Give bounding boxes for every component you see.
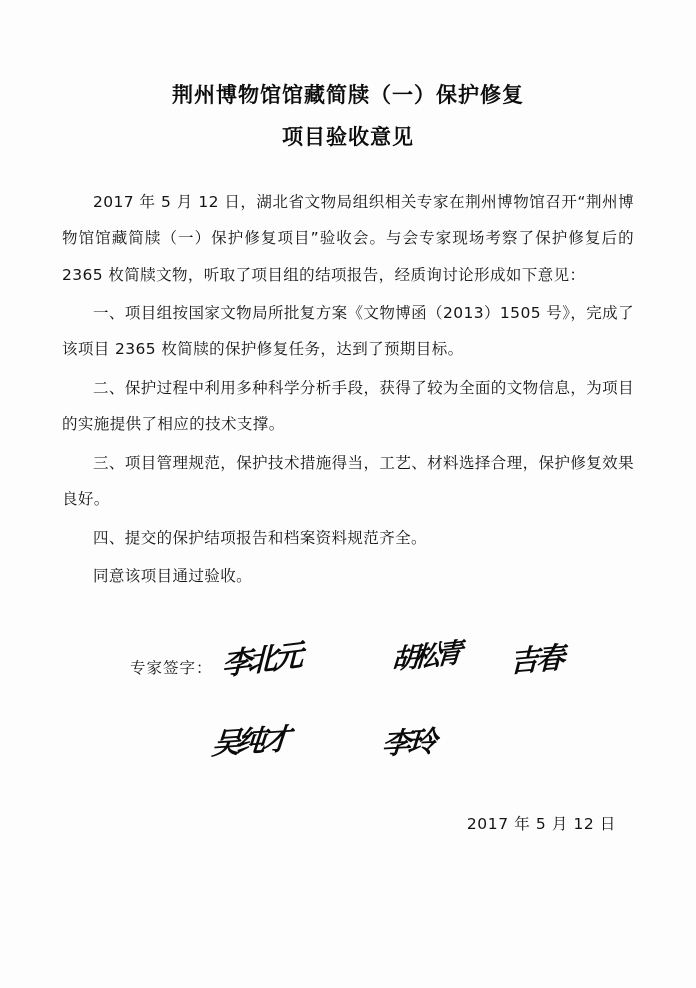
- paragraph-conclusion: 同意该项目通过验收。: [93, 567, 253, 585]
- signature-2-text: 胡松青: [390, 638, 459, 677]
- signature-3-text: 吉春: [509, 640, 563, 680]
- signature-5: [381, 720, 436, 764]
- paragraph-item-2: 二、保护过程中利用多种科学分析手段，获得了较为全面的文物信息，为项目的实施提供了相应的技术支撑。: [62, 378, 634, 434]
- paragraph-item-1: 一、项目组按国家文物局所批复方案《文物博函（2013）1505 号》，完成了该项目 2365 枚简牍的保护修复任务，达到了预期目标。: [62, 304, 634, 359]
- title-line-2: 项目验收意见: [282, 124, 414, 149]
- signature-4: [210, 717, 288, 764]
- signature-5-text: 李玲: [380, 724, 436, 762]
- signature-1: [222, 631, 300, 685]
- signature-3: [510, 636, 563, 682]
- signature-1-text: 李北元: [221, 638, 300, 684]
- document-date: 2017 年 5 月 12 日: [466, 815, 616, 834]
- title-line-1: 荆州博物馆馆藏简牍（一）保护修复: [172, 83, 524, 107]
- paragraph-item-3: 三、项目管理规范，保护技术措施得当，工艺、材料选择合理，保护修复效果良好。: [62, 453, 634, 509]
- signature-4-text: 吴纯才: [210, 722, 289, 762]
- signature-label: 专家签字：: [130, 659, 213, 678]
- page-title: [62, 76, 634, 158]
- signature-2: [391, 631, 459, 677]
- paragraph-intro: 2017 年 5 月 12 日，湖北省文物局组织相关专家在荆州博物馆召开“荆州博物馆馆藏简牍（一）保护修复项目”验收会。与会专家现场考察了保护修复后的 2365 枚简牍文物，听取了项目组的结项报告，经质询讨论形成如下意见：: [62, 192, 634, 284]
- document-body: [62, 184, 634, 595]
- paragraph-item-4: 四、提交的保护结项报告和档案资料规范齐全。: [93, 528, 427, 547]
- signature-block: [62, 638, 634, 808]
